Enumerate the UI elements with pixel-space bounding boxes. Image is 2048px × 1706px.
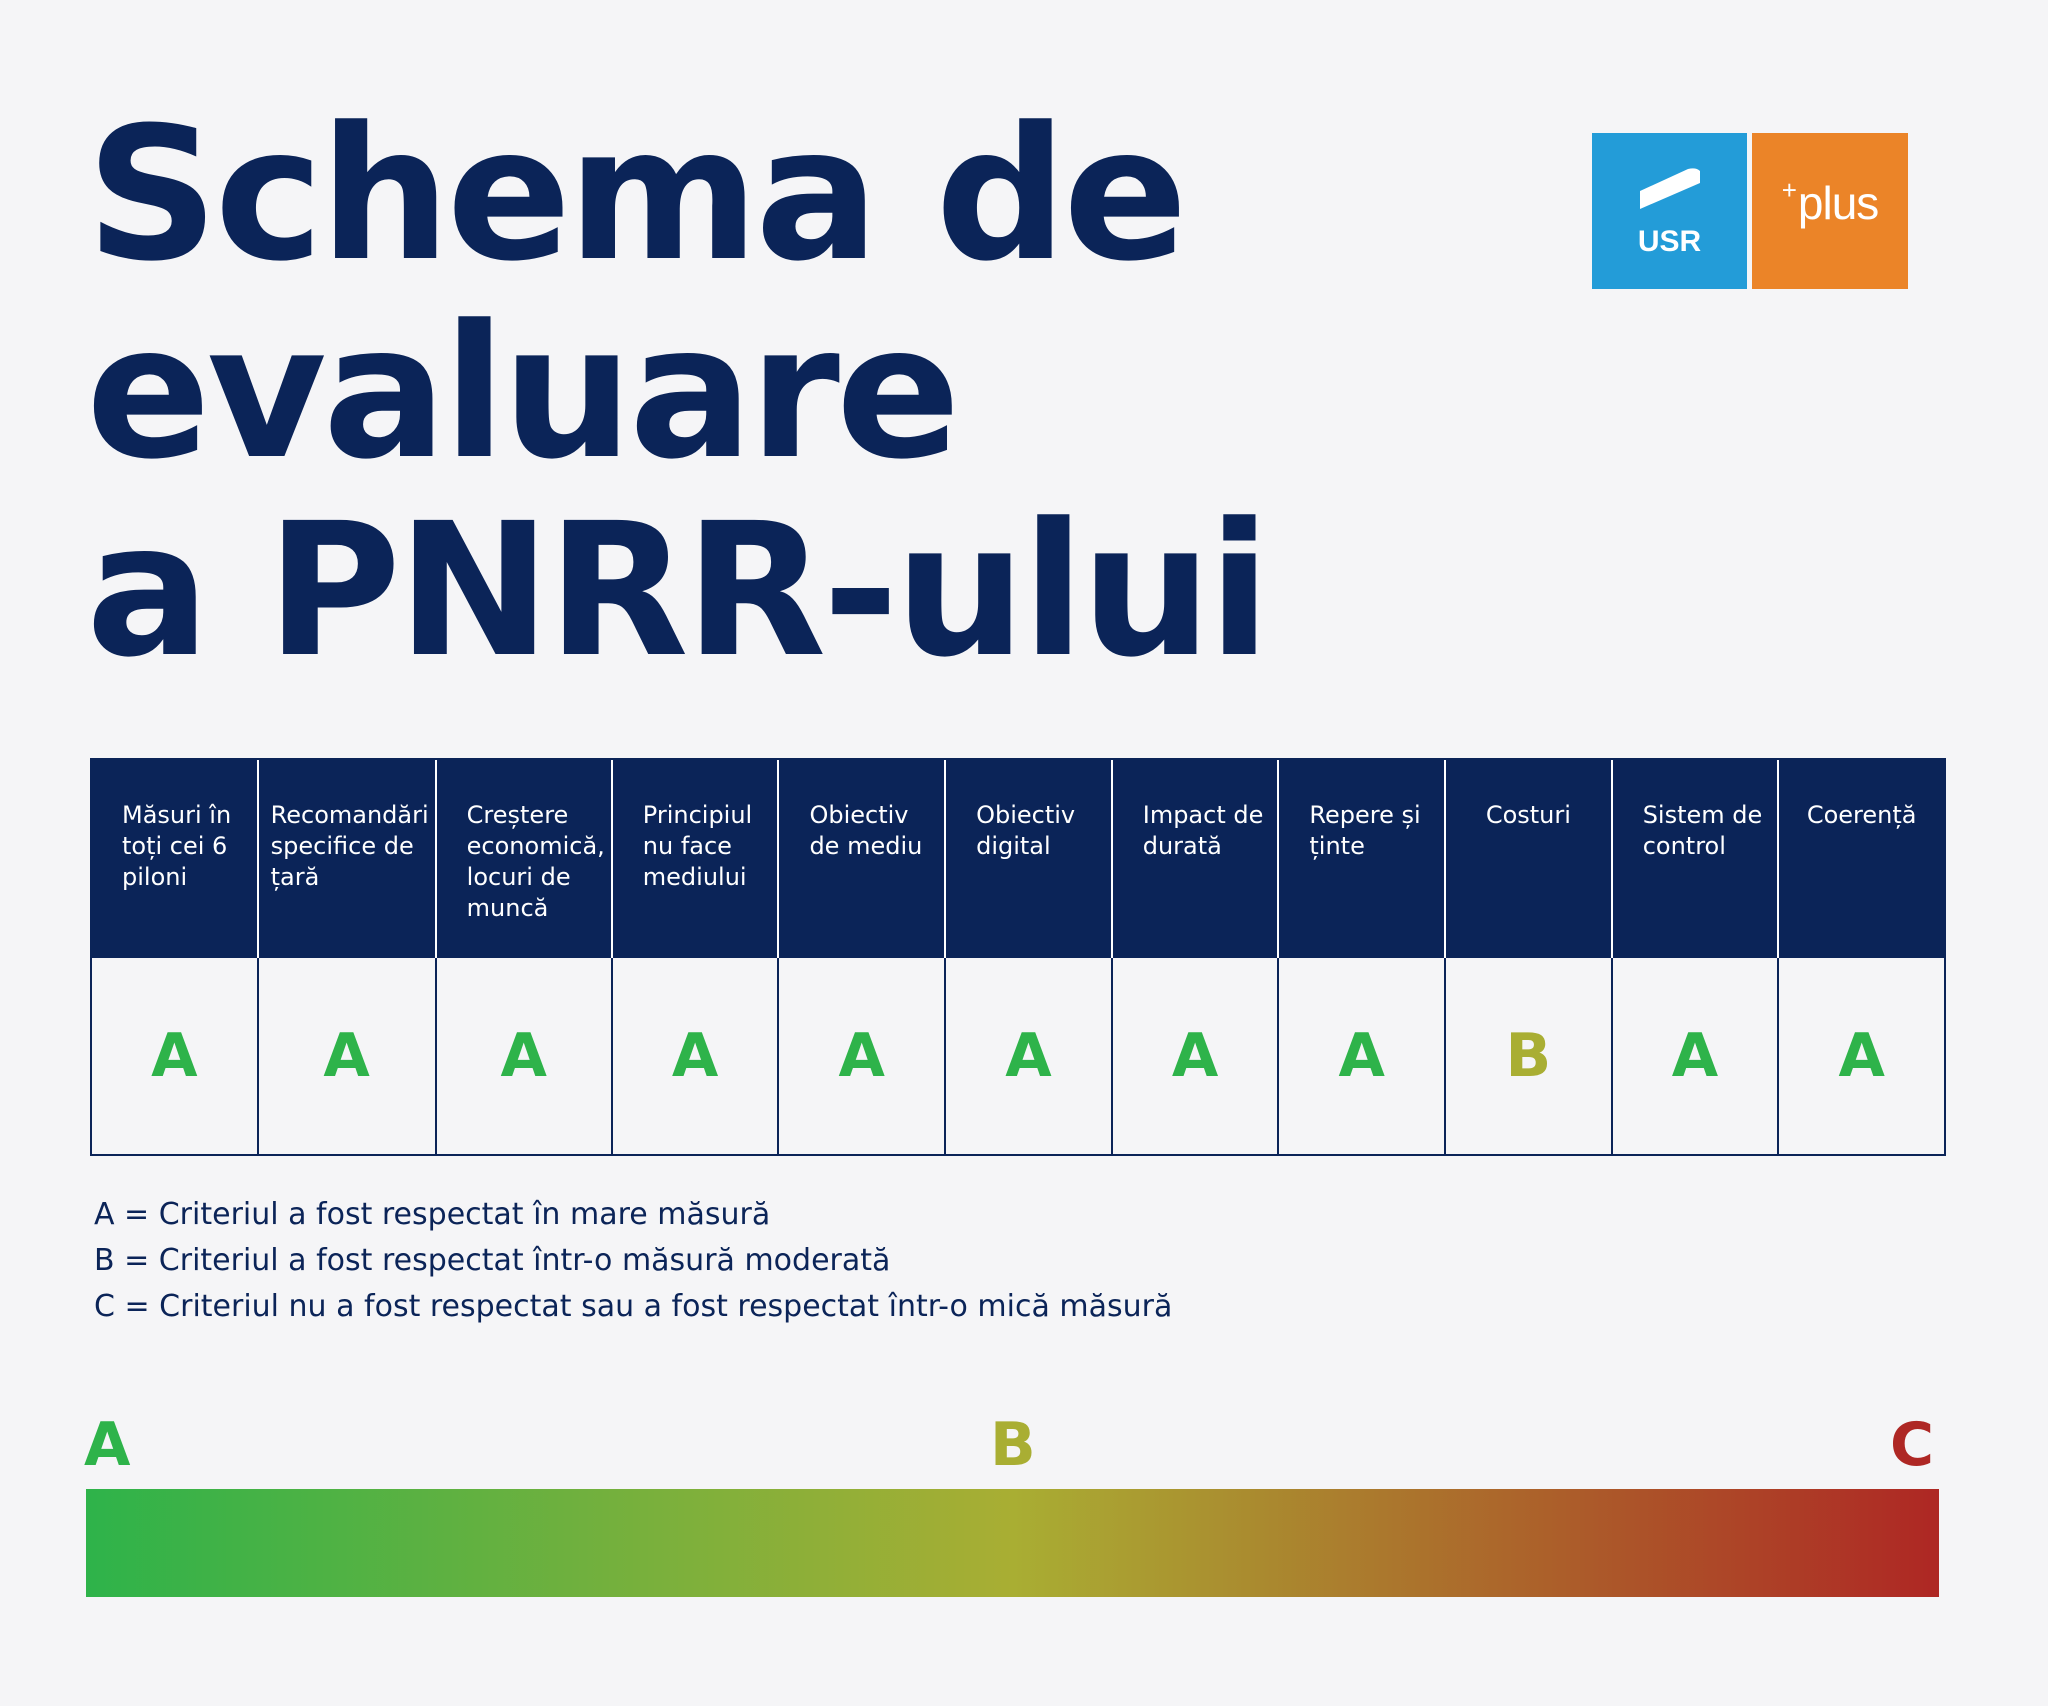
page-title	[86, 88, 1386, 698]
header-cell: Măsuri în toți cei 6 piloni	[92, 760, 259, 958]
legend-item-b: B = Criteriul a fost respectat într-o măsură moderată	[94, 1243, 891, 1278]
scale-label-b: B	[990, 1410, 1036, 1480]
header-cell: Sistem de control	[1613, 760, 1780, 958]
legend-item-a: A = Criteriul a fost respectat în mare măsură	[94, 1197, 771, 1232]
header-cell: Obiectiv de mediu	[779, 760, 946, 958]
grade-cell: B	[1446, 958, 1613, 1156]
plus-logo-word: plus	[1797, 177, 1879, 229]
header-cell: Costuri	[1446, 760, 1613, 958]
grade-cell: A	[613, 958, 780, 1156]
grade-cell: A	[92, 958, 259, 1156]
title-line-1: Schema de	[86, 88, 1184, 302]
plus-logo-sup: +	[1781, 175, 1796, 205]
evaluation-table	[90, 758, 1946, 1156]
header-cell: Repere și ținte	[1279, 760, 1446, 958]
grade-cell: A	[1779, 958, 1946, 1156]
plus-logo-text	[1752, 175, 1908, 230]
title-line-2: evaluare	[86, 286, 957, 500]
plus-logo	[1752, 133, 1908, 289]
header-cell: Recomandări specifice de țară	[259, 760, 437, 958]
grade-cell: A	[437, 958, 613, 1156]
grade-cell: A	[1279, 958, 1446, 1156]
grade-cell: A	[1613, 958, 1780, 1156]
usr-plus-logo	[1592, 133, 1908, 289]
header-cell: Principiul nu face mediului	[613, 760, 780, 958]
legend-item-c: C = Criteriul nu a fost respectat sau a fost respectat într-o mică măsură	[94, 1289, 1173, 1324]
grade-cell: A	[779, 958, 946, 1156]
usr-wave-icon	[1638, 165, 1704, 221]
usr-logo-text: USR	[1637, 225, 1702, 258]
grade-cell: A	[1113, 958, 1280, 1156]
grade-cell: A	[259, 958, 437, 1156]
grade-scale-gradient-bar	[86, 1489, 1939, 1597]
header-cell: Obiectiv digital	[946, 760, 1113, 958]
scale-label-c: C	[1890, 1410, 1935, 1480]
grade-legend	[94, 1192, 1172, 1330]
header-cell: Coerență	[1779, 760, 1946, 958]
title-line-3: a PNRR-ului	[86, 484, 1267, 698]
scale-label-a: A	[84, 1410, 131, 1480]
usr-logo	[1592, 133, 1747, 289]
header-cell: Impact de durată	[1113, 760, 1280, 958]
header-cell: Creștere economică, locuri de muncă	[437, 760, 613, 958]
grade-cell: A	[946, 958, 1113, 1156]
